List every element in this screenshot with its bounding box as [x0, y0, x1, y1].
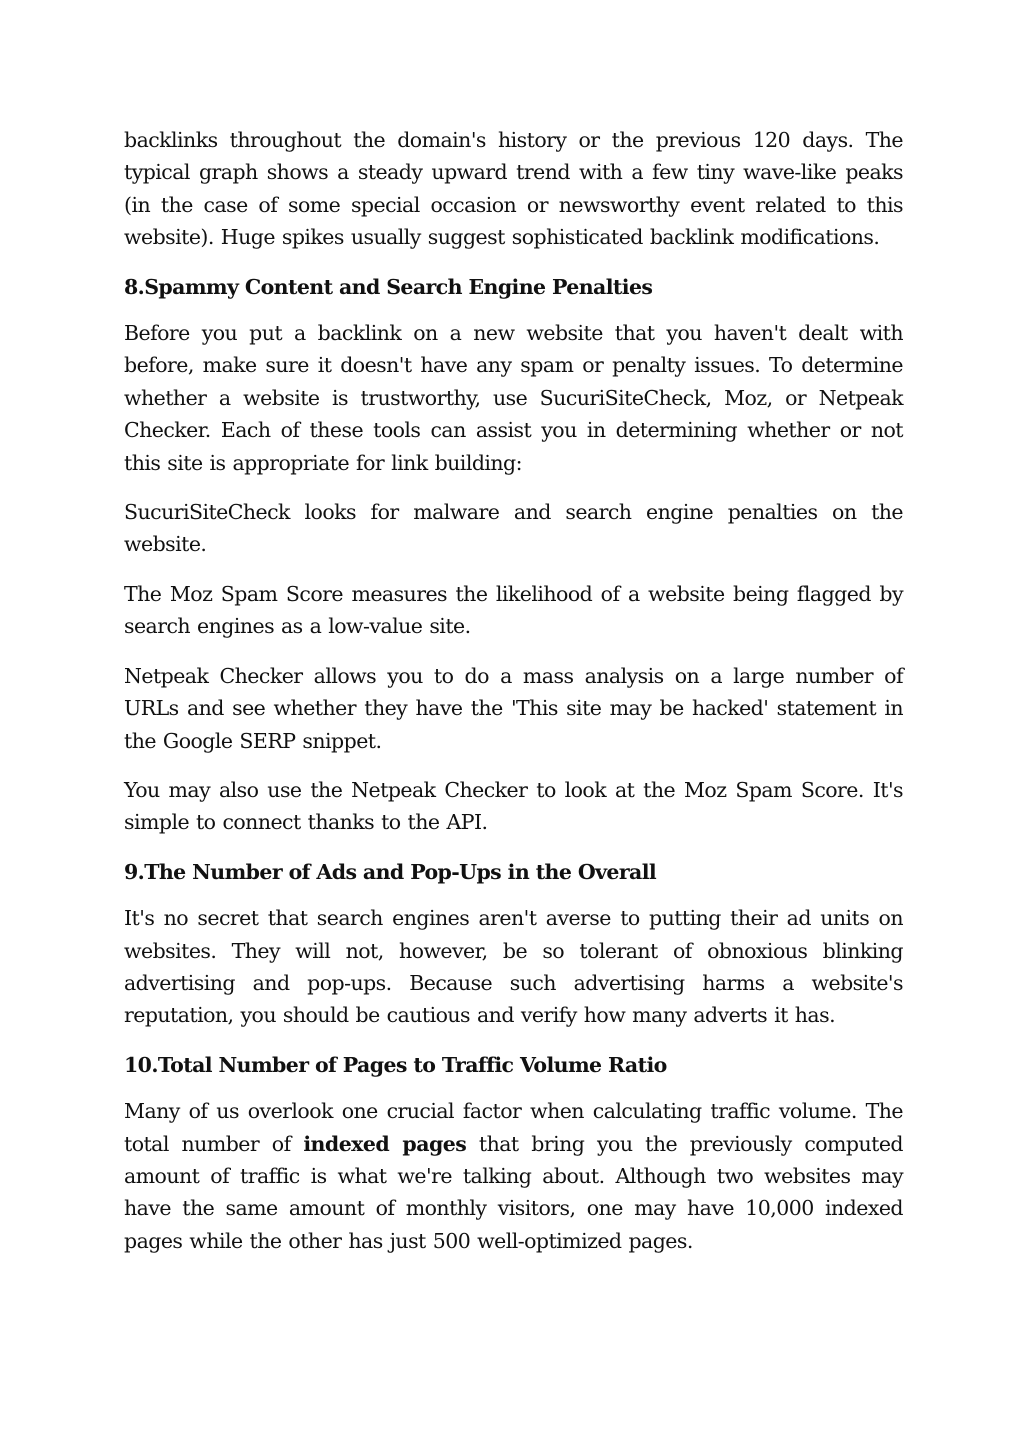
paragraph-pages-traffic-start: Many of us overlook one crucial factor when calculating traffic volume. The total number of	[124, 1099, 903, 1156]
paragraph-pages-traffic-end: that bring you the previously computed amount of traffic is what we're talking about. Although two websites may have the same amount of monthly visitors, one may have 10,000 indexed pages while the other has just 500 well-optimized pages.	[124, 1131, 903, 1253]
paragraph-ads-popups: It's no secret that search engines aren't averse to putting their ad units on websites. They will not, however, be so tolerant of obnoxious blinking advertising and pop-ups. Because such advertising harms a website's reputation, you should be cautious and verify how many adverts it has.	[124, 906, 903, 1028]
paragraph-spam-check-intro: Before you put a backlink on a new website that you haven't dealt with before, make sure it doesn't have any spam or penalty issues. To determine whether a website is trustworthy, use SucuriSiteCheck, Moz, or Netpeak Checker. Each of these tools can assist you in determining whether or not this site is appropriate for link building:	[124, 321, 903, 475]
paragraph-netpeak-moz-api: You may also use the Netpeak Checker to look at the Moz Spam Score. It's simple to connect thanks to the API.	[124, 777, 903, 835]
heading-ads-popups: 9.The Number of Ads and Pop-Ups in the Overall	[124, 859, 657, 884]
indexed-pages-emphasis: indexed pages	[303, 1131, 467, 1156]
paragraph-netpeak-checker: Netpeak Checker allows you to do a mass analysis on a large number of URLs and see whether they have the 'This site may be hacked' statement in the Google SERP snippet.	[124, 663, 903, 753]
document-page	[124, 124, 903, 1274]
paragraph-sucuri: SucuriSiteCheck looks for malware and search engine penalties on the website.	[124, 500, 903, 557]
paragraph-backlink-history: backlinks throughout the domain's history or the previous 120 days. The typical graph shows a steady upward trend with a few tiny wave-like peaks (in the case of some special occasion or newsworthy event related to this website). Huge spikes usually suggest sophisticated backlink modifications.	[124, 128, 903, 250]
paragraph-pages-traffic	[124, 1095, 903, 1257]
heading-spammy-content: 8.Spammy Content and Search Engine Penalties	[124, 274, 653, 299]
paragraph-moz-spam-score: The Moz Spam Score measures the likelihood of a website being flagged by search engines as a low-value site.	[124, 581, 903, 639]
heading-pages-traffic-ratio: 10.Total Number of Pages to Traffic Volume Ratio	[124, 1052, 667, 1077]
